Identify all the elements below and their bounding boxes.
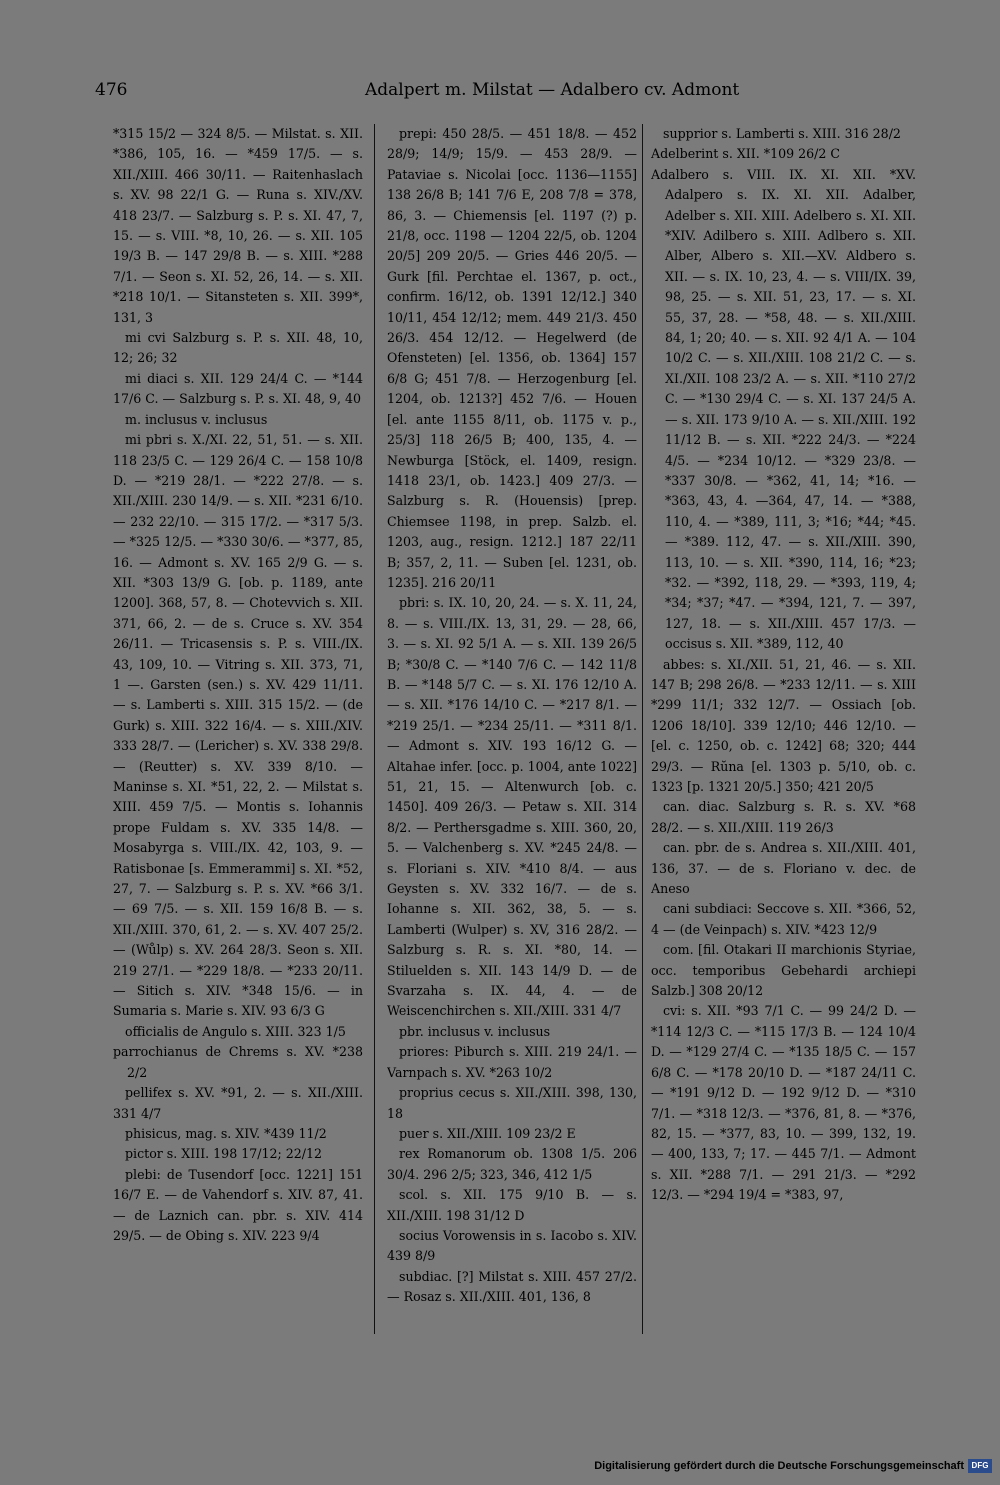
footer [0, 1458, 1000, 1478]
entry-paragraph: *315 15/2 — 324 8/5. — Milstat. s. XII. *386, 105, 16. — *459 17/5. — s. XII./XIII. 466 30/11. — Raitenhaslach s. XV. 98 22/1 G. — Runa s. XIV./XV. 418 23/7. — Salzburg s. P. s. XI. 47, 7, 15. — s. VIII. *8, 10, 26. — s. XII. 105 19/3 B. — 147 29/8 B. — s. XIII. *288 7/1. — Seon s. XI. 52, 26, 14. — s. XII. *218 10/1. — Sitansteten s. XII. 399*, 131, 3 [113, 126, 363, 325]
entry-paragraph: supprior s. Lamberti s. XIII. 316 28/2 [663, 126, 901, 141]
text-column-middle [387, 124, 637, 1334]
running-head: Adalpert m. Milstat — Adalbero cv. Admont [365, 80, 740, 100]
entry-paragraph: plebi: de Tusendorf [occ. 1221] 151 16/7 E. — de Vahendorf s. XIV. 87, 41. — de Laznich can. pbr. s. XIV. 414 29/5. — de Obing s. XIV. 223 9/4 [113, 1166, 363, 1243]
entry-paragraph: can. pbr. de s. Andrea s. XII./XIII. 401, 136, 37. — de s. Floriano v. dec. de Aneso [651, 840, 916, 897]
entry-paragraph: pbr. inclusus v. inclusus [399, 1023, 551, 1039]
entry-paragraph: Adelberint s. XII. *109 26/2 C [651, 146, 841, 162]
entry-paragraph: can. diac. Salzburg s. R. s. XV. *68 28/2. — s. XII./XIII. 119 26/3 [651, 799, 916, 835]
entry-paragraph: pbri: s. IX. 10, 20, 24. — s. X. 11, 24, 8. — s. VIII./IX. 13, 31, 29. — 28, 66, 3. — s. XI. 92 5/1 A. — s. XII. 139 26/5 B; *30/8 C. — *140 7/6 C. — 142 11/8 B. — *148 5/7 C. — s. XI. 176 12/10 A. — s. XII. *176 14/10 C. — *217 8/1. — *219 25/1. — *234 25/11. — *311 8/1. — Admont s. XIV. 193 16/12 G. — Altahae infer. [occ. p. 1004, ante 1022] 51, 21, 15. — Altenwurch [ob. c. 1450]. 409 26/3. — Petaw s. XII. 314 8/2. — Perthersgadme s. XIII. 360, 20, 5. — Valchenberg s. XV. *245 24/8. — s. Floriani s. XIV. *410 8/4. — aus Geysten s. XV. 332 16/7. — de s. Iohanne s. XII. 362, 38, 5. — s. Lamberti (Wulper) s. XV, 316 28/2. — Salzburg s. R. s. XI. *80, 14. — Stiluelden s. XII. 143 14/9 D. — de Svarzaha s. IX. 44, 4. — de Weiscenchirchen s. XII./XIII. 331 4/7 [387, 595, 637, 1019]
entry-paragraph: mi pbri s. X./XI. 22, 51, 51. — s. XII. 118 23/5 C. — 129 26/4 C. — 158 10/8 D. — *219 28/1. — *222 27/8. — s. XII./XIII. 230 14/9. — s. XII. *231 6/10. — 232 22/10. — 315 17/2. — *317 5/3. — *325 12/5. — *330 30/6. — *377, 85, 16. — Admont s. XV. 165 2/9 G. — s. XII. *303 13/9 G. [ob. p. 1189, ante 1200]. 368, 57, 8. — Chotevvich s. XII. 371, 66, 2. — de s. Cruce s. XV. 354 26/11. — Tricasensis s. P. s. VIII./IX. 43, 109, 10. — Vitring s. XII. 373, 71, 1 —. Garsten (sen.) s. XV. 429 11/11. — s. Lamberti s. XIII. 315 15/2. — (de Gurk) s. XIII. 322 16/4. — s. XIII./XIV. 333 28/7. — (Lericher) s. XV. 338 29/8. — (Reutter) s. XV. 339 8/10. — Maninse s. XI. *51, 22, 2. — Milstat s. XIII. 459 7/5. — Montis s. Iohannis prope Fuldam s. XV. 335 14/8. — Mosabyrga s. VIII./IX. 42, 103, 9. — Ratisbonae [s. Emmerammi] s. XI. *52, 27, 7. — Salzburg s. P. s. XV. *66 3/1. — 69 7/5. — s. XII. 159 16/8 B. — s. XII./XIII. 370, 61, 2. — s. XV. 407 25/2. — (Wůlp) s. XV. 264 28/3. Seon s. XII. 219 27/1. — *229 18/8. — *233 20/11. — Sitich s. XIV. *348 15/6. — in Sumaria s. Marie s. XIV. 93 6/3 G [113, 432, 363, 1019]
entry-paragraph: socius Vorowensis in s. Iacobo s. XIV. 439 8/9 [387, 1227, 637, 1264]
entry-paragraph: parrochianus de Chrems s. XV. *238 2/2 [113, 1044, 363, 1080]
text-column-right [651, 124, 916, 1334]
entry-paragraph: phisicus, mag. s. XIV. *439 11/2 [125, 1125, 327, 1141]
entry-paragraph: cvi: s. XII. *93 7/1 C. — 99 24/2 D. — *114 12/3 C. — *115 17/3 B. — 124 10/4 D. — *129 27/4 C. — *135 18/5 C. — 157 6/8 C. — *178 20/10 D. — *187 24/11 C. — *191 9/12 D. — 192 9/12 D. — *310 7/1. — *318 12/3. — *376, 81, 8. — *376, 82, 15. — *377, 83, 10. — 399, 132, 19. — 400, 133, 7; 17. — 445 7/1. — Admont s. XII. *288 7/1. — 291 21/3. — *292 12/3. — *294 19/4 = *383, 97, [651, 1003, 916, 1203]
entry-paragraph: proprius cecus s. XII./XIII. 398, 130, 18 [387, 1085, 637, 1121]
footer-credit: Digitalisierung gefördert durch die Deutsche Forschungsgemeinschaft [594, 1460, 964, 1472]
column-divider [374, 124, 375, 1334]
entry-paragraph: com. [fil. Otakari II marchionis Styriae, occ. temporibus Gebehardi archiepi Salzb.] 308 20/12 [651, 942, 916, 999]
entry-paragraph: mi cvi Salzburg s. P. s. XII. 48, 10, 12; 26; 32 [113, 330, 363, 366]
entry-paragraph: pellifex s. XV. *91, 2. — s. XII./XIII. 331 4/7 [113, 1085, 363, 1121]
column-divider [642, 124, 643, 1334]
page-number: 476 [95, 80, 128, 100]
entry-paragraph: priores: Piburch s. XIII. 219 24/1. — Varnpach s. XV. *263 10/2 [387, 1044, 637, 1080]
text-column-left [113, 124, 363, 1334]
entry-paragraph: abbes: s. XI./XII. 51, 21, 46. — s. XII. 147 B; 298 26/8. — *233 12/11. — s. XIII *299 11/1; 332 12/7. — Ossiach [ob. 1206 18/10]. 339 12/10; 446 12/10. — [el. c. 1250, ob. c. 1242] 68; 320; 444 29/3. — Rŭna [el. 1303 p. 5/10, ob. c. 1323 [p. 1321 20/5.] 350; 421 20/5 [651, 656, 916, 794]
entry-paragraph: cani subdiaci: Seccove s. XII. *366, 52, 4 — (de Veinpach) s. XIV. *423 12/9 [651, 901, 916, 937]
entry-paragraph: mi diaci s. XII. 129 24/4 C. — *144 17/6 C. — Salzburg s. P. s. XI. 48, 9, 40 [113, 370, 363, 407]
entry-paragraph: rex Romanorum ob. 1308 1/5. 206 30/4. 296 2/5; 323, 346, 412 1/5 [387, 1146, 637, 1182]
page-header [95, 80, 915, 106]
dfg-logo-icon: DFG [968, 1459, 992, 1473]
entry-paragraph: prepi: 450 28/5. — 451 18/8. — 452 28/9; 14/9; 15/9. — 453 28/9. — Pataviae s. Nicolai [occ. 1136—1155] 138 26/8 B; 141 7/6 E, 208 7/8 = 378, 86, 3. — Chiemensis [el. 1197 (?) p. 21/8, occ. 1198 — 1204 22/5, ob. 1204 20/5] 209 20/5. — Gries 446 20/5. — Gurk [fil. Perchtae el. 1367, p. oct., confirm. 16/12, ob. 1391 12/12.] 340 10/11, 454 12/12; mem. 449 21/3. 450 26/3. 454 12/12. — Hegelwerd (de Ofensteten) [el. 1356, ob. 1364] 157 6/8 G; 451 7/8. — Herzogenburg [el. 1204, ob. 1213?] 452 7/6. — Houen [el. ante 1155 8/11, ob. 1175 v. p., 25/3] 118 26/5 B; 400, 135, 4. — Newburga [Stöck, el. 1409, resign. 1418 23/1, ob. 1423.] 409 27/3. — Salzburg s. R. (Houensis) [prep. Chiemsee 1198, in prep. Salzb. el. 1203, aug., resign. 1212.] 187 22/11 B; 357, 2, 11. — Suben [el. 1231, ob. 1235]. 216 20/11 [387, 126, 637, 590]
entry-paragraph: m. inclusus v. inclusus [125, 411, 268, 427]
entry-paragraph: Adalbero s. VIII. IX. XI. XII. *XV. Adalpero s. IX. XI. XII. Adalber, Adelber s. XII. XIII. Adelbero s. XI. XII. *XIV. Adilbero s. XIII. Adlbero s. XII. Alber, Albero s. XII.—XV. Aldbero s. XII. — s. IX. 10, 23, 4. — s. VIII/IX. 39, 98, 25. — s. XII. 51, 23, 17. — s. XI. 55, 37, 28. — *58, 48. — s. XII./XIII. 84, 1; 20; 40. — s. XII. 92 4/1 A. — 104 10/2 C. — s. XII./XIII. 108 21/2 C. — s. XI./XII. 108 23/2 A. — s. XII. *110 27/2 C. — *130 29/4 C. — s. XI. 137 24/5 A. — s. XII. 173 9/10 A. — s. XII./XIII. 192 11/12 B. — s. XII. *222 24/3. — *224 4/5. — *234 10/12. — *329 23/8. — *337 30/8. — *362, 41, 14; *16. — *363, 43, 4. —364, 47, 14. — *388, 110, 4. — *389, 111, 3; *16; *44; *45. — *389. 112, 47. — s. XII./XIII. 390, 113, 10. — s. XII. *390, 114, 16; *23; *32. — *392, 118, 29. — *393, 119, 4; *34; *37; *47. — *394, 121, 7. — 397, 127, 18. — s. XII./XIII. 457 17/3. — occisus s. XII. *389, 112, 40 [651, 166, 916, 652]
entry-paragraph: pictor s. XIII. 198 17/12; 22/12 [125, 1146, 323, 1162]
entry-paragraph: scol. s. XII. 175 9/10 B. — s. XII./XIII. 198 31/12 D [387, 1187, 637, 1223]
entry-paragraph: officialis de Angulo s. XIII. 323 1/5 [125, 1023, 346, 1039]
entry-paragraph: subdiac. [?] Milstat s. XIII. 457 27/2. — Rosaz s. XII./XIII. 401, 136, 8 [387, 1268, 637, 1305]
entry-paragraph: puer s. XII./XIII. 109 23/2 E [399, 1125, 576, 1141]
